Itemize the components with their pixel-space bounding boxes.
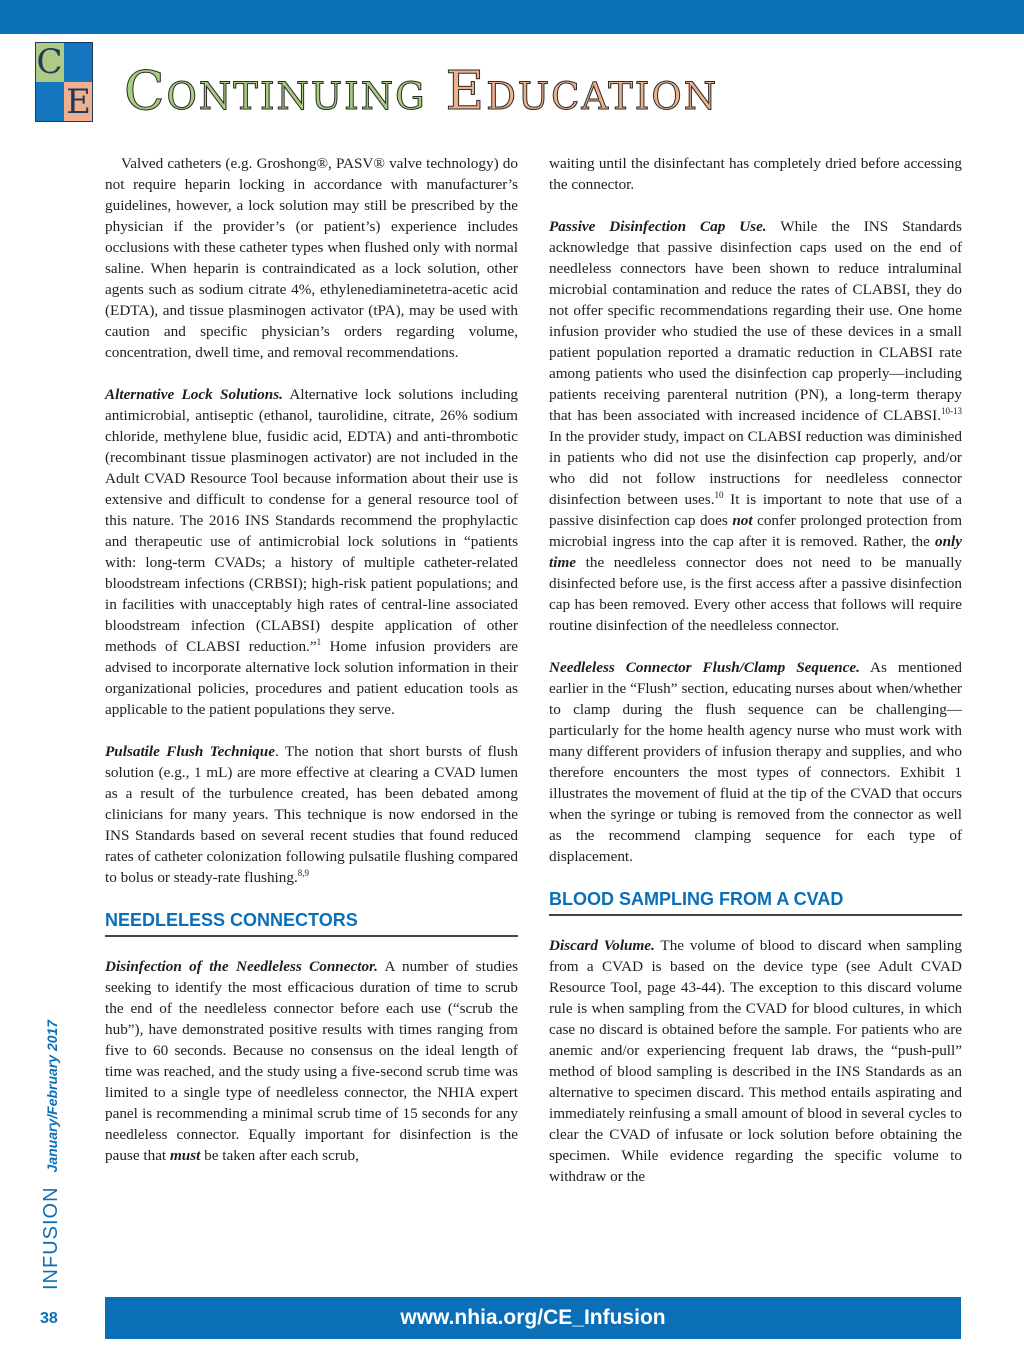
paragraph-text: Alternative lock solutions including antimicrobial, antiseptic (ethanol, taurolidine, citrate, 26% sodium chloride, methylene blue, fusidic acid, EDTA) and anti-thrombotic (recombinant tissue plasminogen activator) are not included in the Adult CVAD Resource Tool because information about their use is extensive and difficult to condense for a general resource tool of this nature. The 2016 INS Standards recommend the prophylactic and therapeutic use of antimicrobial lock solutions in “patients with: long-term CVADs; a history of multiple catheter-related bloodstream infections (CRBSI); high-risk patient populations; and in facilities with unacceptably high rates of central-line associated bloodstream infection (CLABSI) despite application of other methods of CLABSI reduction.” [105, 386, 519, 655]
paragraph-text: be taken after each scrub, [204, 1147, 359, 1164]
citation: 8,9 [297, 867, 310, 878]
logo-frame [35, 42, 93, 122]
paragraph-disinfection [105, 956, 518, 1166]
heading-word-education: Education [445, 61, 719, 122]
logo-letter-c: C [36, 42, 63, 82]
ce-logo [35, 42, 93, 122]
run-in-heading: Passive Disinfection Cap Use. [549, 218, 767, 235]
paragraph-discard-volume [549, 935, 962, 1187]
page-heading [124, 60, 718, 124]
footer-url-link[interactable]: www.nhia.org/CE_Infusion [400, 1306, 666, 1329]
paragraph-text: While the INS Standards acknowledge that passive disinfection caps used on the end of needleless connectors have been shown to reduce intraluminal microbial contamination and reduce the rates of CLABSI, they do not offer specific recommendations regarding their use. One home infusion provider who studied the use of these devices in a small patient population reported a dramatic reduction in CLABSI rate among patients who used the disinfection cap properly—including patients receiving parenteral nutrition (PN), a long-term therapy that has been associated with increased incidence of CLABSI. [549, 218, 962, 424]
run-in-heading: Pulsatile Flush Technique [105, 743, 275, 760]
section-heading-needleless-connectors: NEEDLELESS CONNECTORS [105, 909, 518, 937]
citation: 1 [316, 636, 322, 647]
citation: 10-13 [941, 405, 962, 416]
paragraph-text: The volume of blood to discard when sampling from a CVAD is based on the device type (see Adult CVAD Resource Tool, page 43-44). The exception to this discard volume rule is when sampling from the CVAD for blood cultures, in which case no discard is obtained before the sample. For patients who are anemic and/or experiencing frequent lab draws, the “push-pull” method of blood sampling is described in the INS Standards as an alternative to specimen discard. This method entails aspirating and immediately reinfusing a small amount of blood in several cycles to clear the CVAD of infusate or lock solution before obtaining the specimen. While evidence regarding the specific volume to withdraw or the [549, 937, 962, 1185]
paragraph-text: As mentioned earlier in the “Flush” section, educating nurses about when/whether to clamp during the flush sequence can be challenging—particularly for the home health agency nurse who must work with many different providers of infusion therapy and supplies, and who therefore encounters the most types of connectors. Exhibit 1 illustrates the movement of fluid at the tip of the CVAD that occurs when the syringe or tubing is removed from the connector as well as the recommend clamping sequence for each type of displacement. [549, 659, 962, 865]
citation: 10 [714, 489, 724, 500]
emphasis-text: not [732, 512, 753, 529]
emphasis-text: only time [549, 533, 962, 571]
heading-word-continuing: Continuing [124, 61, 427, 122]
paragraph-text: Home infusion providers are advised to incorporate alternative lock solution information in their organizational policies, procedures and patient education tools as applicable to the patient populations they serve. [105, 638, 518, 718]
paragraph-flush-clamp-sequence [549, 657, 962, 867]
emphasis-text: must [169, 1147, 201, 1164]
paragraph-passive-disinfection-cap [549, 216, 962, 636]
run-in-heading: Disinfection of the Needleless Connector. [105, 958, 378, 975]
footer-url-bar[interactable] [105, 1297, 961, 1339]
right-column [549, 153, 962, 1208]
left-column [105, 153, 518, 1187]
paragraph-pulsatile-flush [105, 741, 518, 888]
logo-letter-e: E [64, 82, 93, 122]
paragraph-text: In the provider study, impact on CLABSI reduction was diminished in patients who did not use the disinfection cap properly, and/or who did not follow instructions for needleless connector disinfection between uses. [549, 428, 962, 508]
section-heading-blood-sampling: BLOOD SAMPLING FROM A CVAD [549, 888, 962, 916]
run-in-heading: Needleless Connector Flush/Clamp Sequence. [549, 659, 860, 676]
paragraph-text: the needleless connector does not need to be manually disinfected before use, is the first access after a passive disinfection cap has been removed. Every other access that follows will require routine disinfection of the needleless connector. [549, 554, 963, 634]
page-number: 38 [40, 1310, 58, 1327]
paragraph-text: . The notion that short bursts of flush solution (e.g., 1 mL) are more effective at clearing a CVAD lumen as a result of the turbulence created, has been debated among clinicians for many years. This technique is now endorsed in the INS Standards based on several recent studies that found reduced rates of catheter colonization following pulsatile flushing compared to bolus or steady-rate flushing. [105, 743, 518, 886]
run-in-heading: Discard Volume. [549, 937, 655, 954]
issue-date: January/February 2017 [44, 1019, 60, 1173]
paragraph-text: It is important to note that use of a passive disinfection cap does [549, 491, 962, 529]
top-color-bar [0, 0, 1024, 34]
run-in-heading: Alternative Lock Solutions. [105, 386, 283, 403]
paragraph-continued: waiting until the disinfectant has completely dried before accessing the connector. [549, 155, 962, 193]
paragraph-text: A number of studies seeking to identify the most efficacious duration of time to scrub the end of the needleless connector before each use (“scrub the hub”), have demonstrated positive results with times ranging from five to 60 seconds. Because no consensus on the ideal length of time was reached, and the study using a five-second scrub time was limited to a single type of needleless connector, the NHIA expert panel is recommending a minimal scrub time of 15 seconds for any needleless connector. Equally important for disinfection is the pause that [105, 958, 518, 1164]
paragraph-alternative-lock [105, 384, 518, 720]
paragraph-valved-catheters: Valved catheters (e.g. Groshong®, PASV® valve technology) do not require heparin locking in accordance with manufacturer’s guidelines, however, a lock solution may still be prescribed by the physician if the provider’s (or patient’s) experience includes occlusions with these catheter types when flushed only with normal saline. When heparin is contraindicated as a lock solution, other agents such as sodium citrate 4%, ethylenediaminetetra-acetic acid (EDTA), and tissue plasminogen activator (tPA), may be used with caution and specific physician’s orders regarding volume, concentration, dwell time, and removal recommendations. [105, 155, 518, 361]
journal-brand: INFUSION [40, 1186, 62, 1290]
sidebar-running-head [40, 1020, 63, 1290]
paragraph-text: confer prolonged protection from microbial ingress into the cap after it is removed. Rather, the [549, 512, 963, 550]
